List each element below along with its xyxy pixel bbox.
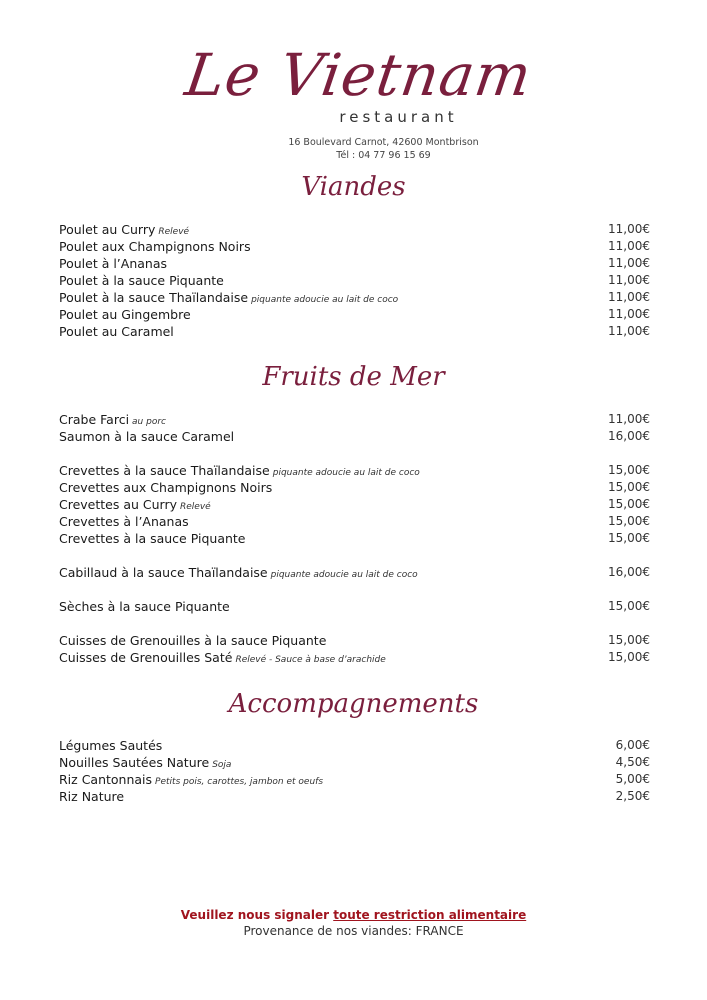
item-price: 11,00€ xyxy=(608,324,650,338)
item-name: Poulet au Gingembre xyxy=(59,307,191,322)
item-note: Soja xyxy=(212,760,232,770)
menu-item xyxy=(59,564,650,581)
item-name: Poulet au Caramel xyxy=(59,324,174,339)
item-note: Relevé - Sauce à base d’arachide xyxy=(235,655,386,665)
item-price: 2,50€ xyxy=(615,789,650,803)
item-name: Riz Nature xyxy=(59,789,125,804)
menu-item xyxy=(59,771,650,788)
allergy-warning xyxy=(0,908,707,922)
item-name: Poulet à la sauce Piquante xyxy=(59,273,224,288)
menu-item xyxy=(59,221,650,238)
item-price: 11,00€ xyxy=(608,222,650,236)
item-name: Crevettes à l’Ananas xyxy=(59,514,189,529)
menu-item xyxy=(59,462,650,479)
contact-block xyxy=(0,136,707,162)
item-name: Poulet au Curry xyxy=(59,222,156,237)
item-price: 15,00€ xyxy=(608,599,650,613)
menu-item xyxy=(59,272,650,289)
menu-item xyxy=(59,737,650,754)
item-note: au porc xyxy=(132,417,166,427)
item-name: Crevettes à la sauce Piquante xyxy=(59,531,246,546)
menu-item xyxy=(59,428,650,445)
item-name: Crevettes au Curry xyxy=(59,497,178,512)
item-price: 11,00€ xyxy=(608,273,650,287)
item-price: 5,00€ xyxy=(615,772,650,786)
item-price: 4,50€ xyxy=(615,755,650,769)
item-name: Riz Cantonnais xyxy=(59,772,153,787)
item-note: piquante adoucie au lait de coco xyxy=(272,468,420,478)
item-price: 16,00€ xyxy=(608,565,650,579)
item-price: 11,00€ xyxy=(608,256,650,270)
menu-item xyxy=(59,289,650,306)
menu-item xyxy=(59,788,650,805)
item-note: piquante adoucie au lait de coco xyxy=(270,570,418,580)
item-note: Petits pois, carottes, jambon et oeufs xyxy=(155,777,324,787)
item-note: Relevé xyxy=(158,227,190,237)
section-title-fruits-de-mer: Fruits de Mer xyxy=(262,362,445,392)
item-name: Cuisses de Grenouilles Saté xyxy=(59,650,233,665)
phone: Tél : 04 77 96 15 69 xyxy=(336,150,431,161)
menu-item xyxy=(59,306,650,323)
item-price: 6,00€ xyxy=(615,738,650,752)
menu-item xyxy=(59,598,650,615)
section-title-accompagnements: Accompagnements xyxy=(228,689,479,719)
item-name: Sèches à la sauce Piquante xyxy=(59,599,230,614)
item-name: Légumes Sautés xyxy=(59,738,163,753)
meat-origin: Provenance de nos viandes: FRANCE xyxy=(243,924,464,938)
menu-item xyxy=(59,754,650,771)
item-note: piquante adoucie au lait de coco xyxy=(251,295,399,305)
item-price: 15,00€ xyxy=(608,497,650,511)
item-price: 15,00€ xyxy=(608,633,650,647)
item-name: Cuisses de Grenouilles à la sauce Piquante xyxy=(59,633,327,648)
item-name: Crevettes à la sauce Thaïlandaise xyxy=(59,463,270,478)
menu-item xyxy=(59,479,650,496)
item-name: Nouilles Sautées Nature xyxy=(59,755,210,770)
item-price: 15,00€ xyxy=(608,650,650,664)
logo-script-title: Le Vietnam xyxy=(181,41,536,109)
item-name: Cabillaud à la sauce Thaïlandaise xyxy=(59,565,268,580)
item-name: Saumon à la sauce Caramel xyxy=(59,429,235,444)
item-price: 11,00€ xyxy=(608,290,650,304)
item-price: 15,00€ xyxy=(608,463,650,477)
menu-item xyxy=(59,411,650,428)
section-title-viandes: Viandes xyxy=(301,172,406,202)
menu-item xyxy=(59,513,650,530)
menu-item xyxy=(59,530,650,547)
menu-item xyxy=(59,255,650,272)
item-note: Relevé xyxy=(180,502,211,512)
item-price: 15,00€ xyxy=(608,480,650,494)
item-price: 15,00€ xyxy=(608,531,650,545)
warning-underlined: toute restriction alimentaire xyxy=(333,908,527,922)
menu-item xyxy=(59,632,650,649)
menu-item xyxy=(59,496,650,513)
menu-item xyxy=(59,323,650,340)
menu-item xyxy=(59,649,650,666)
item-name: Crabe Farci xyxy=(59,412,130,427)
item-name: Poulet aux Champignons Noirs xyxy=(59,239,251,254)
address: 16 Boulevard Carnot, 42600 Montbrison xyxy=(288,137,479,148)
logo-subtitle: restaurant xyxy=(339,108,458,126)
item-name: Crevettes aux Champignons Noirs xyxy=(59,480,273,495)
item-price: 15,00€ xyxy=(608,514,650,528)
item-price: 11,00€ xyxy=(608,239,650,253)
logo xyxy=(0,42,707,108)
menu-item xyxy=(59,238,650,255)
item-price: 11,00€ xyxy=(608,412,650,426)
warning-prefix: Veuillez nous signaler xyxy=(180,908,334,922)
item-price: 16,00€ xyxy=(608,429,650,443)
item-price: 11,00€ xyxy=(608,307,650,321)
item-name: Poulet à la sauce Thaïlandaise xyxy=(59,290,249,305)
item-name: Poulet à l’Ananas xyxy=(59,256,168,271)
